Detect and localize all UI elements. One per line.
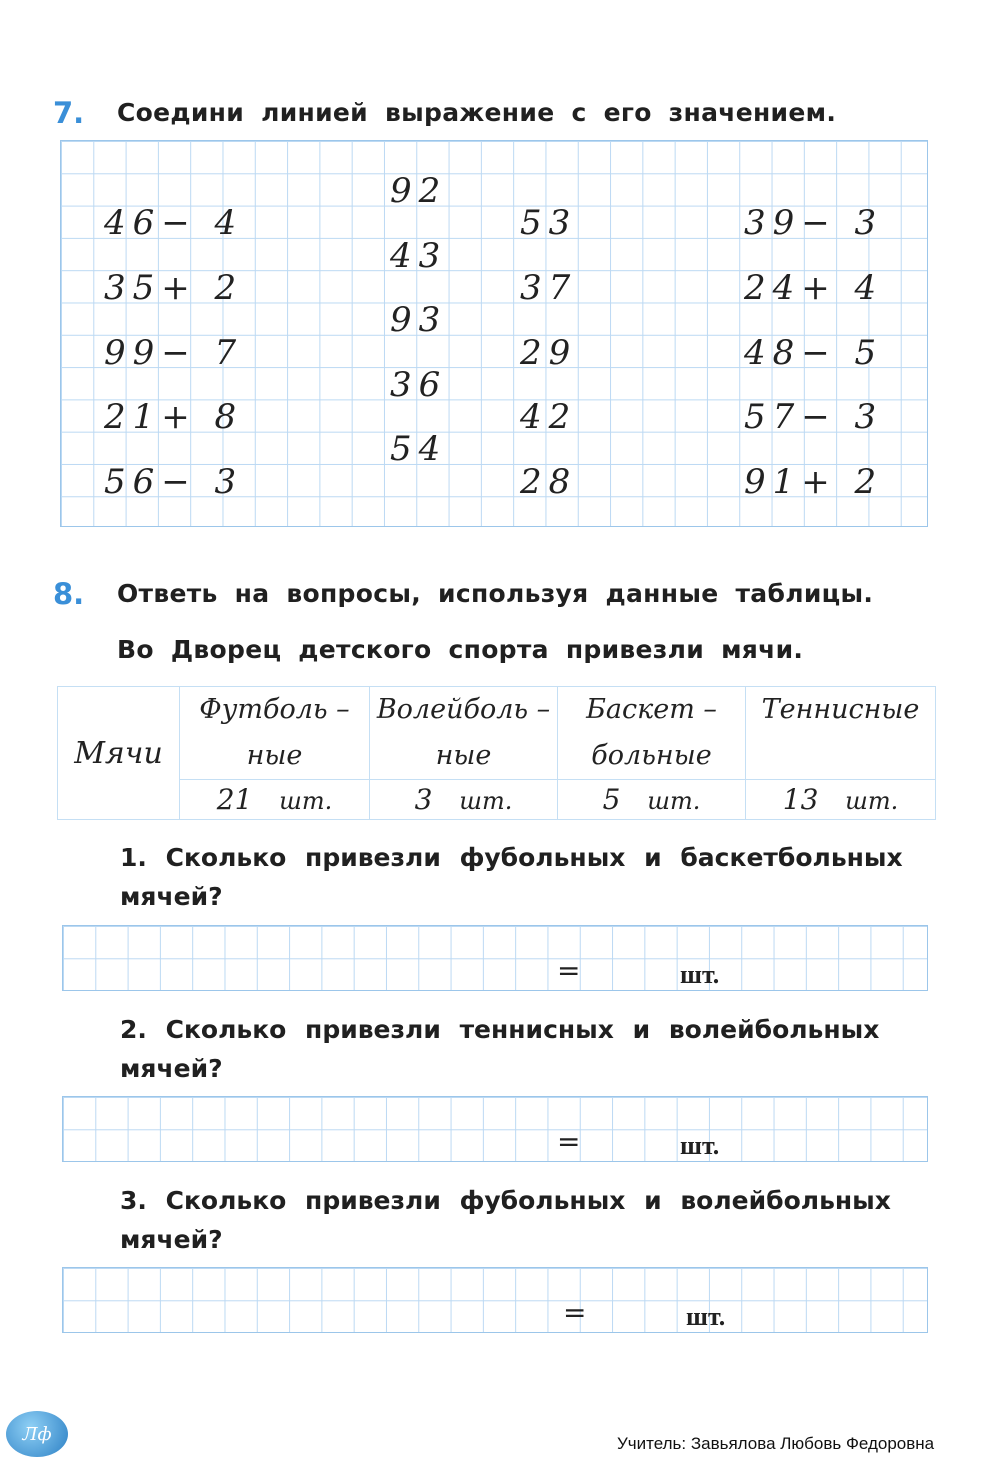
answer-2-unit: шт. (680, 1131, 720, 1160)
basketball-label-line2: больные (591, 740, 712, 771)
tennis-unit: шт. (845, 787, 899, 815)
answer-grid-1[interactable] (62, 925, 928, 991)
volleyball-label-line2: ные (435, 740, 492, 771)
right-value-2[interactable]: 37 (520, 268, 578, 308)
football-label-line2: ные (246, 740, 303, 771)
question-1-line2: мячей? (120, 882, 223, 911)
task-7-number: 7. (53, 96, 85, 130)
answer-3-unit: шт. (686, 1302, 726, 1331)
middle-value-4[interactable]: 36 (390, 365, 448, 405)
basketball-unit: шт. (647, 787, 701, 815)
task-8-title: Ответь на вопросы, используя данные таблицы. (117, 579, 874, 608)
question-3-line1: 3. Сколько привезли фубольных и волейбольных (120, 1186, 891, 1215)
middle-value-5[interactable]: 54 (390, 429, 448, 469)
basketball-count: 5 (602, 783, 621, 816)
answer-grid-3[interactable] (62, 1267, 928, 1333)
task-8-subtitle: Во Дворец детского спорта привезли мячи. (117, 635, 804, 664)
publisher-logo-text: Лф (22, 1423, 52, 1445)
left-expression-4[interactable]: 21+ 8 (104, 397, 244, 437)
football-count: 21 (216, 783, 253, 816)
right-expression-2[interactable]: 24+ 4 (744, 268, 884, 308)
right-expression-4[interactable]: 57− 3 (744, 397, 884, 437)
publisher-logo (6, 1411, 68, 1457)
middle-value-3[interactable]: 93 (390, 300, 448, 340)
answer-2-equals: = (557, 1125, 581, 1158)
volleyball-unit: шт. (459, 787, 513, 815)
volleyball-label-line1: Волейболь – (376, 694, 551, 725)
table-cell-tennis-count (746, 780, 936, 820)
table-header-tennis (746, 687, 936, 780)
question-2-line2: мячей? (120, 1054, 223, 1083)
task-7-title: Соедини линией выражение с его значением. (117, 98, 837, 127)
football-label-line1: Футболь – (199, 694, 350, 725)
basketball-label-line1: Баскет – (586, 694, 717, 725)
question-1-line1: 1. Сколько привезли фубольных и баскетбольных (120, 843, 903, 872)
balls-table (57, 686, 936, 820)
left-expression-1[interactable]: 46− 4 (104, 203, 244, 243)
answer-1-unit: шт. (680, 960, 720, 989)
table-cell-volleyball-count (370, 780, 558, 820)
table-row-header: Мячи (58, 687, 180, 820)
volleyball-count: 3 (414, 783, 433, 816)
question-3-line2: мячей? (120, 1225, 223, 1254)
teacher-credit: Учитель: Завьялова Любовь Федоровна (617, 1434, 935, 1453)
tennis-count: 13 (782, 783, 819, 816)
tennis-label-line1: Теннисные (761, 694, 920, 725)
left-expression-5[interactable]: 56− 3 (104, 462, 244, 502)
table-cell-football-count (180, 780, 370, 820)
table-header-basketball (558, 687, 746, 780)
table-header-football (180, 687, 370, 780)
question-2-line1: 2. Сколько привезли теннисных и волейбольных (120, 1015, 880, 1044)
left-expression-2[interactable]: 35+ 2 (104, 268, 244, 308)
table-header-volleyball (370, 687, 558, 780)
right-expression-1[interactable]: 39− 3 (744, 203, 884, 243)
task-8-number: 8. (53, 577, 85, 611)
middle-value-2[interactable]: 43 (390, 236, 448, 276)
table-cell-basketball-count (558, 780, 746, 820)
right-value-3[interactable]: 29 (520, 333, 578, 373)
answer-grid-2[interactable] (62, 1096, 928, 1162)
right-expression-5[interactable]: 91+ 2 (744, 462, 884, 502)
right-value-1[interactable]: 53 (520, 203, 578, 243)
middle-value-1[interactable]: 92 (390, 171, 448, 211)
football-unit: шт. (279, 787, 333, 815)
right-value-5[interactable]: 28 (520, 462, 578, 502)
left-expression-3[interactable]: 99− 7 (104, 333, 244, 373)
right-value-4[interactable]: 42 (520, 397, 578, 437)
answer-3-equals: = (563, 1296, 587, 1329)
right-expression-3[interactable]: 48− 5 (744, 333, 884, 373)
answer-1-equals: = (557, 954, 581, 987)
